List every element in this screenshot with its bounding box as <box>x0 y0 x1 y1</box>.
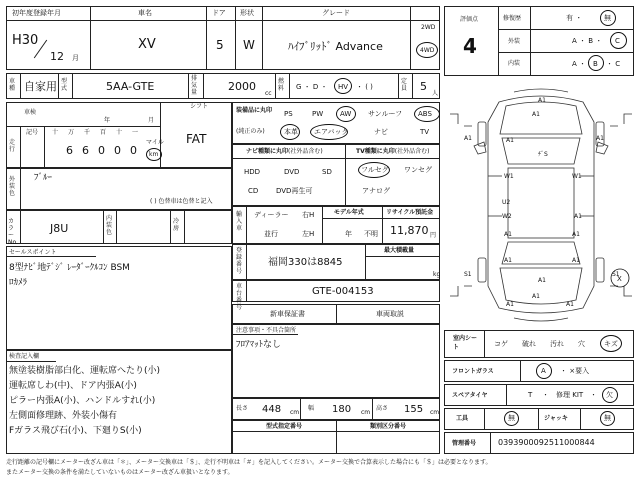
sales-point-line-1: 8型ﾅﾋﾞ地ﾃﾞｼﾞ ﾚｰﾀﾞｰｸﾙｺﾝ BSM <box>9 263 130 273</box>
navi-cd: CD <box>248 187 259 195</box>
color-code-label: カラー No. <box>8 218 18 246</box>
distance-label: 走行 <box>9 139 16 153</box>
model-year-unit: 年 <box>345 230 352 238</box>
footer-line-2: またメーター交換の条件を満たしていないものはメーター改ざん車扱いとなります。 <box>6 469 234 476</box>
model-code-label: 型式 <box>61 78 68 92</box>
height-unit: cm <box>430 409 440 416</box>
unit-km: km <box>149 151 159 158</box>
color-code: J8U <box>50 222 69 235</box>
width-label: 幅 <box>308 405 315 412</box>
equipment-item: AW <box>340 110 352 118</box>
diagram-mark: A1 <box>538 277 546 284</box>
odometer-digit: 0 <box>98 144 105 157</box>
notes-label: 注意事項・不具合箇所 <box>236 327 297 334</box>
import-right: 右H <box>302 211 315 219</box>
diagram-mark: A1 <box>532 293 540 300</box>
interior-grade-a: A ・ <box>572 60 587 68</box>
spare-option-sep2: ・ <box>590 391 597 399</box>
fuel-hv: HV <box>338 83 349 91</box>
capacity: 5 <box>420 80 427 93</box>
displacement-unit: cc <box>265 90 272 97</box>
management-number: 0393900092511000844 <box>498 438 595 447</box>
inspector-line-3: ピラー内張A(小)、ハンドルすれ(小) <box>9 396 156 406</box>
fuel-options: G ・ D ・ <box>296 83 328 91</box>
diagram-mark: A1 <box>504 257 512 264</box>
model-year-label: モデル年式 <box>334 209 364 216</box>
interior-color-label: 内装色 <box>106 215 113 236</box>
notes-block <box>232 324 440 398</box>
equipment-item: TV <box>420 128 430 136</box>
repair-have: 有 ・ <box>566 14 583 22</box>
equipment-item: サンルーフ <box>368 110 403 118</box>
doors: 5 <box>216 38 224 52</box>
sales-point-label: セールスポイント <box>9 249 57 256</box>
diagram-mark: A1 <box>596 135 604 142</box>
height-value: 155 <box>404 404 424 415</box>
tv-analog: アナログ <box>362 187 390 195</box>
diagram-mark: W1 <box>504 173 514 180</box>
spare-option-sep1: ・ <box>542 391 549 399</box>
exterior-label: 外装色 <box>9 176 16 197</box>
car-name-label: 車名 <box>138 9 152 17</box>
seat-option: 穴 <box>578 340 585 348</box>
interior-grade-c: ・ C <box>606 60 621 68</box>
car-damage-diagram <box>444 86 638 324</box>
glass-option-a: A <box>541 367 546 375</box>
import-dealer: ディーラー <box>254 211 289 219</box>
jack-none: 無 <box>604 414 611 422</box>
equipment-item: エアバック <box>314 128 349 136</box>
interior-grade-label: 内装 <box>508 60 521 67</box>
spare-missing: 欠 <box>606 391 613 399</box>
width-value: 180 <box>332 404 352 415</box>
odometer-digit: 0 <box>114 144 121 157</box>
interior-grade-value: B <box>593 60 598 68</box>
navi-dvd-play: DVD再生可 <box>276 187 313 195</box>
shape-label: 形状 <box>240 9 254 17</box>
drive-4wd: 4WD <box>420 47 435 54</box>
sales-point-line-2: ﾛｶﾒﾗ <box>9 278 28 288</box>
odometer-digit: 6 <box>66 144 73 157</box>
registration-number: 福岡330は8845 <box>268 257 343 268</box>
equipment-item: PW <box>312 110 324 118</box>
seat-option: キズ <box>604 340 618 348</box>
inspector-line-1: 無塗装樹脂部白化、運転席へたり(小) <box>9 366 161 376</box>
vehicle-type-label: 車種 <box>9 78 16 92</box>
navi-sd: SD <box>322 168 332 176</box>
tv-oneseg: ワンセグ <box>404 166 432 174</box>
max-load-label: 最大積載量 <box>384 247 415 254</box>
length-value: 448 <box>262 404 282 415</box>
seat-option: コゲ <box>494 340 508 348</box>
width-unit: cm <box>361 409 371 416</box>
footer-line-1: 走行距離の記号欄にメーター改ざん車は「＊」、メーター交換車は「＄」、走行不明車は「＃」を記入してください。メーター交換で合算表示した場合にも「＄」は必要となります。 <box>6 459 492 466</box>
chassis-number: GTE-004153 <box>312 286 374 297</box>
inspection-month-unit: 月 <box>148 117 155 124</box>
diagram-mark: A1 <box>538 97 546 104</box>
seat-label: 室内シート <box>453 335 478 351</box>
spare-option-t: T <box>528 391 533 399</box>
length-unit: cm <box>290 409 300 416</box>
diagram-mark: W2 <box>502 213 512 220</box>
navi-hdd: HDD <box>244 168 261 176</box>
class-number-label: 類別区分番号 <box>370 423 407 430</box>
equipment-item: ナビ <box>374 128 388 136</box>
diagram-mark: A1 <box>572 231 580 238</box>
repair-none: 無 <box>604 14 611 22</box>
diagram-mark: A1 <box>572 257 580 264</box>
seat-option: 汚れ <box>550 340 564 348</box>
tv-fullseg: フルセグ <box>361 166 389 174</box>
diagram-mark: A1 <box>532 111 540 118</box>
height-label: 高さ <box>376 405 389 412</box>
inspector-line-4: 左側面修理跡、外装小傷有 <box>9 411 118 421</box>
odometer-digit-label: 千 <box>84 129 91 136</box>
navi-title: ナビ種類に丸印(社外品含む) <box>246 148 323 155</box>
tools-label: 工具 <box>456 415 469 422</box>
unit-mile: マイル <box>146 139 164 146</box>
diagram-mark: A1 <box>504 231 512 238</box>
length-label: 長さ <box>236 405 249 412</box>
diagram-mark: S1 <box>612 271 620 278</box>
repair-label: 修復歴 <box>503 15 522 22</box>
import-label: 輸入車 <box>236 211 243 232</box>
diagram-mark: A1 <box>506 137 514 144</box>
diagram-mark: A1 <box>574 213 582 220</box>
first-reg-month: 12 <box>50 50 64 63</box>
header-divider <box>6 20 440 21</box>
glass-option-replace: ・ ×要入 <box>560 367 590 375</box>
diagram-mark: S1 <box>464 271 472 278</box>
jack-label: ジャッキ <box>544 415 568 422</box>
diagram-mark: ﾁﾞS <box>538 151 548 158</box>
inspection-year-unit: 年 <box>104 117 111 124</box>
shift-label: シフト <box>190 103 209 110</box>
navi-dvd: DVD <box>284 168 300 176</box>
diagram-mark: U2 <box>502 199 511 206</box>
rating-label: 評価点 <box>460 16 479 23</box>
inspector-line-2: 運転席しわ(中)、ドア内張A(小) <box>9 381 137 391</box>
recycle-unit: 円 <box>430 232 437 239</box>
recycle-label: リサイクル預託金 <box>386 209 434 216</box>
odometer-digit: 0 <box>130 144 137 157</box>
max-load-unit: kg <box>433 271 441 278</box>
diagram-mark: A1 <box>506 301 514 308</box>
capacity-unit: 人 <box>432 90 439 97</box>
drive-2wd: 2WD <box>421 24 436 31</box>
import-left: 左H <box>302 230 315 238</box>
odometer-note-label: 記号 <box>26 129 39 136</box>
inspection-label: 車検 <box>24 109 37 116</box>
equipment-label: 装備品に丸印 <box>236 107 273 114</box>
exterior-color: ﾌﾞﾙｰ <box>34 173 53 183</box>
exterior-note: ( ) 色替車は色替と記入 <box>150 198 213 205</box>
model-designation-label: 型式指定番号 <box>266 423 303 430</box>
import-parallel: 並行 <box>264 230 278 238</box>
tools-none: 無 <box>508 414 515 422</box>
inspector-label: 検査記入欄 <box>9 353 40 360</box>
warranty-manual: 車両取説 <box>376 310 404 318</box>
equipment-sub: (純正のみ) <box>236 128 265 135</box>
odometer-digit: 6 <box>82 144 89 157</box>
vehicle-type: 自家用 <box>24 80 57 93</box>
model-year-unknown: 不明 <box>364 230 378 238</box>
displacement-label: 排気量 <box>191 75 198 96</box>
color-code-block <box>6 210 232 244</box>
exterior-grade-label: 外装 <box>508 38 521 45</box>
first-reg-label: 初年度登録年月 <box>12 9 61 17</box>
shift-value: FAT <box>186 132 207 146</box>
rating-score: 4 <box>463 34 477 58</box>
odometer-digit-label: 十 <box>52 129 59 136</box>
seat-option: 破れ <box>522 340 536 348</box>
diagram-mark: A1 <box>464 135 472 142</box>
tv-title: TV種類に丸印(社外品含む) <box>356 148 430 155</box>
model-code: 5AA-GTE <box>106 80 155 93</box>
displacement: 2000 <box>228 80 256 93</box>
door-label: ドア <box>212 9 226 17</box>
registration-label: 登録番号 <box>236 247 243 275</box>
spare-option-kit: 修理 KIT <box>556 391 584 399</box>
recycle-amount: 11,870 <box>390 224 429 237</box>
first-reg-month-unit: 月 <box>72 54 79 62</box>
equipment-item: 本革 <box>284 128 298 136</box>
odometer-digit-label: 十 <box>116 129 123 136</box>
equipment-item: PS <box>284 110 293 118</box>
diagram-mark: W1 <box>572 173 582 180</box>
capacity-label: 定員 <box>401 78 408 92</box>
shape: W <box>243 38 255 52</box>
grade: ﾊｲﾌﾞﾘｯﾄﾞ Advance <box>288 40 383 53</box>
spare-label: スペアタイヤ <box>452 392 488 399</box>
glass-label: フロントガラス <box>452 368 494 375</box>
chassis-label: 車台番号 <box>236 283 243 311</box>
diagram-mark: A1 <box>566 301 574 308</box>
exterior-grade-options: A ・ B ・ <box>572 37 603 45</box>
odometer-digit-label: 一 <box>132 129 139 136</box>
warranty-new-car: 新車保証書 <box>270 310 305 318</box>
inspector-line-5: Fガラス飛び石(小)、下廻りS(小) <box>9 426 142 436</box>
grade-label: グレード <box>322 9 350 17</box>
fuel-other: ・ ( ) <box>356 83 373 91</box>
first-reg-year: H30 <box>12 33 39 48</box>
odometer-digit-label: 万 <box>68 129 75 136</box>
odometer-digit-label: 百 <box>100 129 107 136</box>
equipment-item: ABS <box>418 110 432 118</box>
aircon-label: 冷房 <box>173 218 180 232</box>
management-label: 管理番号 <box>452 440 477 447</box>
exterior-grade-value: C <box>615 37 620 45</box>
notes-line-1: ﾌﾛｱﾏｯﾄなし <box>236 340 282 350</box>
fuel-label: 燃料 <box>278 78 285 92</box>
diagram-circled-mark: X <box>617 275 622 283</box>
car-name: XV <box>138 37 156 52</box>
